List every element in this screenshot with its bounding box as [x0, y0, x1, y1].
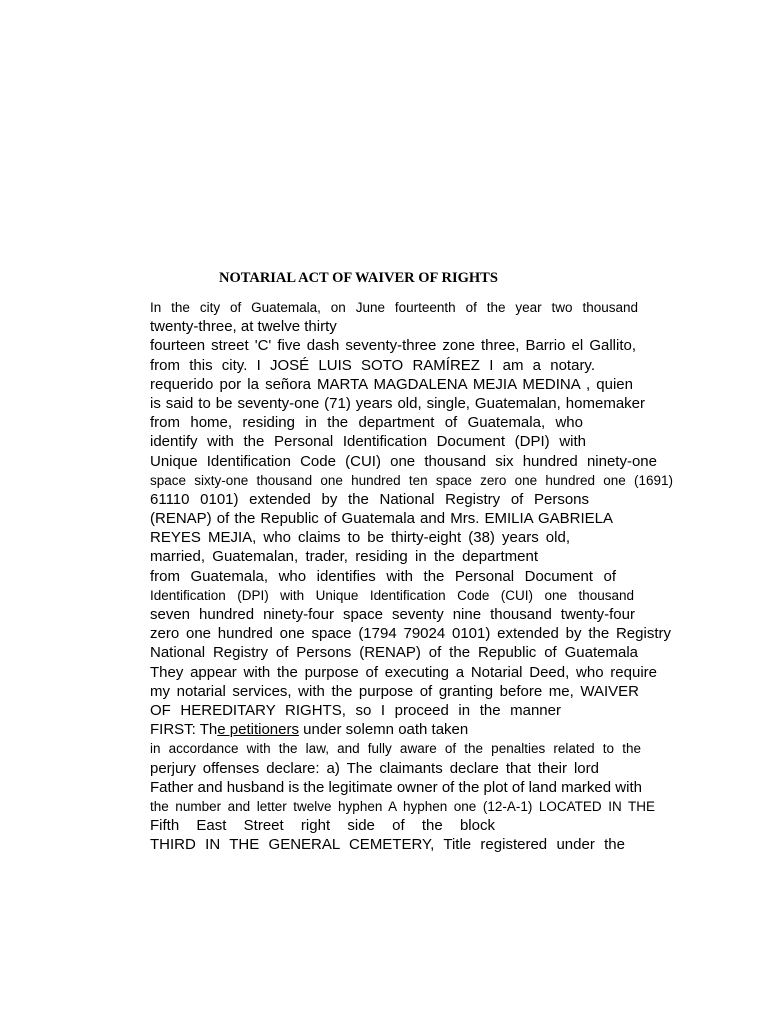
body-line: In the city of Guatemala, on June fourteenth of the year two thousand: [150, 300, 638, 315]
body-line: from Guatemala, who identifies with the Personal Document of: [150, 567, 616, 585]
body-line: requerido por la señora MARTA MAGDALENA MEJIA MEDINA , quien: [150, 375, 633, 393]
body-line: perjury offenses declare: a) The claimants declare that their lord: [150, 759, 599, 777]
body-line: in accordance with the law, and fully aware of the penalties related to the: [150, 741, 641, 757]
body-line: Father and husband is the legitimate owner of the plot of land marked with: [150, 778, 642, 796]
body-line: from home, residing in the department of Guatemala, who: [150, 414, 583, 432]
body-line: REYES MEJIA, who claims to be thirty-eight (38) years old,: [150, 529, 570, 547]
body-line: fourteen street 'C' five dash seventy-three zone three, Barrio el Gallito,: [150, 337, 636, 355]
body-line: 61110 0101) extended by the National Registry of Persons: [150, 490, 589, 508]
body-line: married, Guatemalan, trader, residing in the department: [150, 548, 538, 566]
body-line: (RENAP) of the Republic of Guatemala and Mrs. EMILIA GABRIELA: [150, 510, 613, 528]
body-line: space sixty-one thousand one hundred ten space zero one hundred one (1691): [150, 472, 673, 488]
body-line: National Registry of Persons (RENAP) of the Republic of Guatemala: [150, 644, 638, 662]
body-line: zero one hundred one space (1794 79024 0101) extended by the Registry: [150, 625, 671, 643]
line-segment: under solemn oath taken: [298, 721, 469, 739]
body-line: seven hundred ninety-four space seventy nine thousand twenty-four: [150, 606, 635, 623]
body-line: THIRD IN THE GENERAL CEMETERY, Title registered under the: [150, 836, 625, 854]
body-line: twenty-three, at twelve thirty: [150, 318, 337, 336]
body-line: my notarial services, with the purpose of granting before me, WAIVER: [150, 682, 639, 700]
line-segment: FIRST: Th: [150, 721, 218, 739]
body-line: Fifth East Street right side of the block: [150, 817, 495, 835]
body-line: Identification (DPI) with Unique Identification Code (CUI) one thousand: [150, 587, 634, 603]
body-line: identify with the Personal Identification Document (DPI) with: [150, 433, 586, 451]
body-line: from this city. I JOSÉ LUIS SOTO RAMÍREZ I am a notary.: [150, 356, 595, 374]
document-title: NOTARIAL ACT OF WAIVER OF RIGHTS: [219, 270, 498, 286]
underlined-text: e petitioners: [217, 721, 299, 739]
body-line: OF HEREDITARY RIGHTS, so I proceed in the manner: [150, 701, 561, 719]
body-line: They appear with the purpose of executing a Notarial Deed, who require: [150, 663, 657, 681]
body-line: [150, 720, 675, 739]
body-line: Unique Identification Code (CUI) one thousand six hundred ninety-one: [150, 452, 657, 470]
body-line: the number and letter twelve hyphen A hyphen one (12-A-1) LOCATED IN THE: [150, 798, 655, 814]
body-line: is said to be seventy-one (71) years old, single, Guatemalan, homemaker: [150, 394, 645, 412]
document-body: [150, 298, 675, 854]
